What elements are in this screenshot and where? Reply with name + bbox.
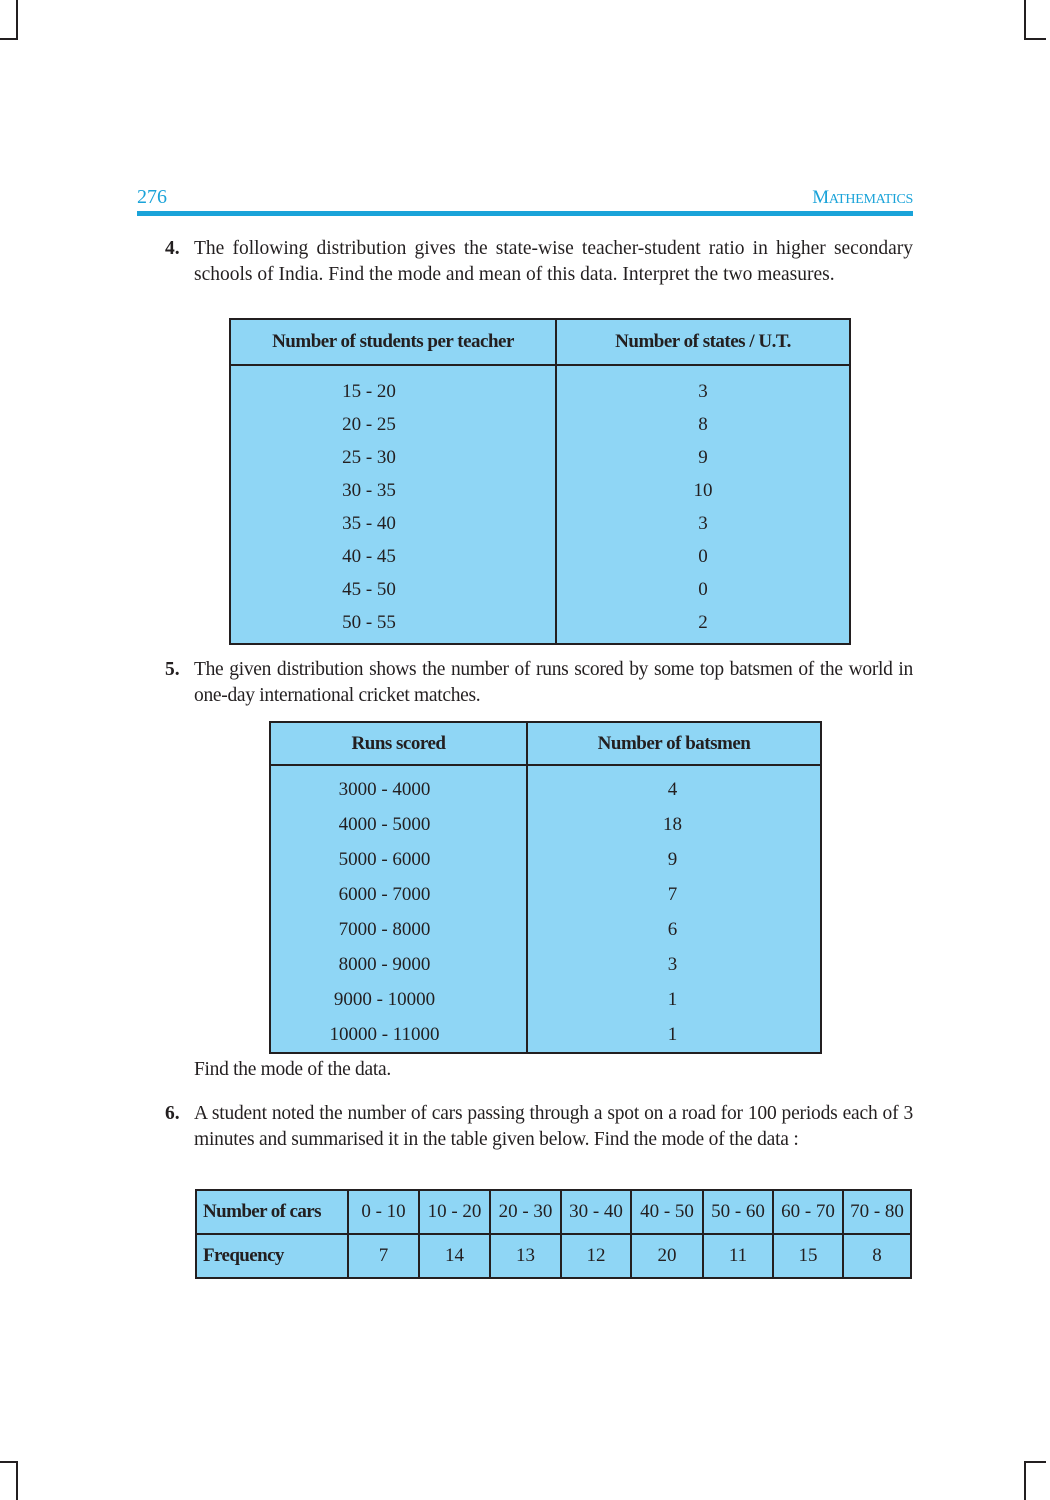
page-header [137, 186, 913, 218]
question-number: 6. [165, 1103, 180, 1124]
table-cell: 8 [698, 414, 708, 435]
question-6 [165, 1101, 913, 1153]
crop-mark-top-left-h [0, 38, 18, 40]
frequency-cell: 12 [561, 1234, 631, 1278]
row-header: Number of cars [196, 1190, 348, 1234]
frequency-cell: 13 [490, 1234, 561, 1278]
frequency-cell: 8 [843, 1234, 911, 1278]
table-cell: 3 [667, 954, 678, 975]
question-text: The following distribution gives the state-wise teacher-student ratio in higher secondary schools of India. Find the mode and mean of this data. Interpret the two measures. [194, 238, 913, 285]
followup-text: Find the mode of the data. [194, 1059, 391, 1080]
question-number: 5. [165, 659, 180, 680]
table-cell: 30 - 35 [342, 480, 396, 501]
class-cell: 40 - 50 [631, 1190, 703, 1234]
frequency-cell: 15 [773, 1234, 843, 1278]
table-cell: 9 [698, 447, 708, 468]
table-cell: 20 - 25 [342, 414, 396, 435]
crop-mark-bottom-right-h [1024, 1461, 1046, 1463]
table-cell: 15 - 20 [342, 381, 396, 402]
table-cell: 3 [698, 513, 708, 534]
frequency-column [556, 365, 850, 644]
table-cell: 0 [698, 579, 708, 600]
table-cell: 0 [698, 546, 708, 567]
frequency-column [527, 765, 821, 1053]
table-cell: 40 - 45 [342, 546, 396, 567]
class-cell: 70 - 80 [843, 1190, 911, 1234]
class-cell: 50 - 60 [703, 1190, 773, 1234]
class-cell: 20 - 30 [490, 1190, 561, 1234]
frequency-cell: 14 [419, 1234, 490, 1278]
teacher-student-table [229, 318, 851, 645]
runs-scored-table [269, 721, 822, 1054]
table-cell: 9 [667, 849, 678, 870]
crop-mark-bottom-right-v [1024, 1461, 1026, 1500]
crop-mark-top-left-v [16, 0, 18, 40]
header-rule [137, 211, 913, 216]
table-cell: 5000 - 6000 [338, 849, 431, 870]
class-interval-column [230, 365, 556, 644]
question-5-followup [194, 1057, 913, 1083]
table-cell: 6 [667, 919, 678, 940]
table-cell: 45 - 50 [342, 579, 396, 600]
frequency-cell: 11 [703, 1234, 773, 1278]
class-cell: 10 - 20 [419, 1190, 490, 1234]
crop-mark-top-right-v [1024, 0, 1026, 40]
table-cell: 18 [663, 814, 682, 835]
question-text: A student noted the number of cars passing through a spot on a road for 100 periods each of 3 minutes and summarised it in the table given below. Find the mode of the data : [194, 1103, 913, 1150]
table-cell: 7 [667, 884, 678, 905]
question-text: The given distribution shows the number of runs scored by some top batsmen of the world in one-day international cricket matches. [194, 659, 913, 706]
frequency-cell: 20 [631, 1234, 703, 1278]
table-cell: 6000 - 7000 [338, 884, 431, 905]
table-cell: 4000 - 5000 [338, 814, 431, 835]
table-cell: 3 [698, 381, 708, 402]
row-header: Frequency [196, 1234, 348, 1278]
subject-title: MATHEMATICS [812, 187, 913, 208]
table-cell: 1 [667, 1024, 678, 1045]
table-cell: 7000 - 8000 [338, 919, 431, 940]
table-cell: 35 - 40 [342, 513, 396, 534]
question-number: 4. [165, 238, 180, 259]
table-cell: 25 - 30 [342, 447, 396, 468]
column-header: Runs scored [270, 722, 527, 765]
table-cell: 3000 - 4000 [338, 779, 431, 800]
column-header: Number of batsmen [527, 722, 821, 765]
column-header: Number of students per teacher [230, 319, 556, 365]
frequency-cell: 7 [348, 1234, 419, 1278]
table-cell: 8000 - 9000 [338, 954, 431, 975]
cars-frequency-table [195, 1189, 912, 1279]
class-cell: 60 - 70 [773, 1190, 843, 1234]
table-cell: 9000 - 10000 [333, 989, 436, 1010]
crop-mark-top-right-h [1024, 38, 1046, 40]
question-5 [165, 657, 913, 709]
question-4 [165, 236, 913, 288]
class-cell: 0 - 10 [348, 1190, 419, 1234]
table-cell: 10 [693, 480, 713, 501]
class-cell: 30 - 40 [561, 1190, 631, 1234]
table-cell: 2 [698, 612, 708, 633]
table-cell: 1 [667, 989, 678, 1010]
class-interval-column [270, 765, 527, 1053]
crop-mark-bottom-left-v [16, 1461, 18, 1500]
column-header: Number of states / U.T. [556, 319, 850, 365]
page-number: 276 [137, 186, 167, 208]
table-cell: 4 [667, 779, 678, 800]
table-cell: 10000 - 11000 [329, 1024, 440, 1045]
table-cell: 50 - 55 [342, 612, 396, 633]
